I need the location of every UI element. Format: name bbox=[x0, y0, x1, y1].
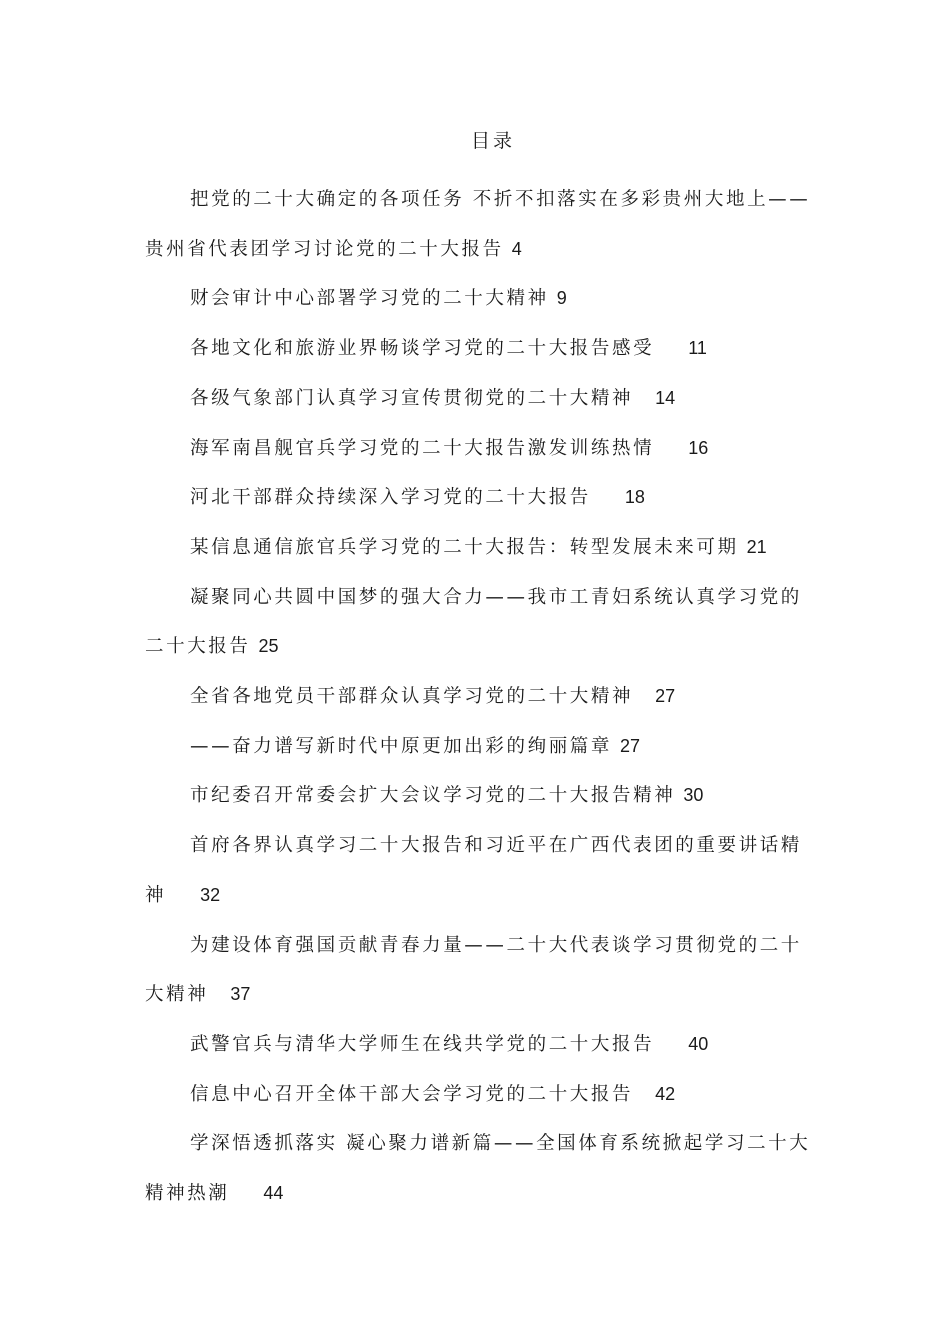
toc-entry-page: 30 bbox=[683, 785, 704, 806]
toc-entry-page: 11 bbox=[688, 338, 707, 359]
toc-entry-page: 14 bbox=[655, 387, 676, 408]
toc-entry-title: 把党的二十大确定的各项任务 不折不扣落实在多彩贵州大地上——贵州省代表团学习讨论党的二十大报告 bbox=[145, 189, 811, 260]
toc-entry-title: 各级气象部门认真学习宣传贯彻党的二十大精神 bbox=[190, 387, 634, 409]
toc-entry[interactable] bbox=[145, 573, 813, 672]
toc-title: 目录 bbox=[470, 130, 515, 152]
toc-entry-title: 为建设体育强国贡献青春力量——二十大代表谈学习贯彻党的二十大精神 bbox=[145, 934, 802, 1006]
toc-entry-title: 全省各地党员干部群众认真学习党的二十大精神 bbox=[190, 686, 634, 708]
toc-entry-page: 21 bbox=[746, 536, 767, 557]
toc-entry[interactable] bbox=[145, 722, 813, 772]
toc-entry-title: 首府各界认真学习二十大报告和习近平在广西代表团的重要讲话精神 bbox=[145, 835, 802, 906]
toc-entry-page: 27 bbox=[620, 735, 641, 756]
toc-entry[interactable] bbox=[145, 374, 813, 424]
toc-entry-page: 37 bbox=[230, 984, 251, 1005]
toc-entry[interactable] bbox=[145, 1070, 813, 1120]
toc-entry[interactable] bbox=[145, 274, 813, 324]
toc-entry-title: 财会审计中心部署学习党的二十大精神 bbox=[190, 288, 549, 310]
toc-entry-title: 武警官兵与清华大学师生在线共学党的二十大报告 bbox=[190, 1033, 655, 1055]
toc-entry[interactable] bbox=[145, 672, 813, 722]
toc-entry[interactable] bbox=[145, 324, 813, 374]
toc-entry-title: 信息中心召开全体干部大会学习党的二十大报告 bbox=[190, 1083, 634, 1105]
toc-entry[interactable] bbox=[145, 424, 813, 474]
toc-entry-page: 25 bbox=[258, 636, 279, 657]
toc-entry-page: 32 bbox=[200, 884, 221, 905]
toc-entry-title: 凝聚同心共圆中国梦的强大合力——我市工青妇系统认真学习党的二十大报告 bbox=[145, 586, 802, 658]
toc-entry-title: 学深悟透抓落实 凝心聚力谱新篇——全国体育系统掀起学习二十大精神热潮 bbox=[145, 1133, 811, 1205]
toc-entry[interactable] bbox=[145, 175, 813, 274]
toc-entry-title: 某信息通信旅官兵学习党的二十大报告：转型发展未来可期 bbox=[190, 536, 739, 558]
toc-entry[interactable] bbox=[145, 771, 813, 821]
toc-entry[interactable] bbox=[145, 473, 813, 523]
toc-entry-page: 27 bbox=[655, 686, 676, 707]
toc-entry-title: ——奋力谱写新时代中原更加出彩的绚丽篇章 bbox=[190, 735, 613, 757]
toc-entry-page: 40 bbox=[688, 1033, 709, 1054]
toc-entry[interactable] bbox=[145, 921, 813, 1020]
toc-entry[interactable] bbox=[145, 1119, 813, 1218]
toc-entry-page: 9 bbox=[556, 288, 567, 309]
toc-entry-page: 44 bbox=[263, 1183, 284, 1204]
toc-entry-page: 16 bbox=[688, 437, 709, 458]
toc-entry-title: 海军南昌舰官兵学习党的二十大报告激发训练热情 bbox=[190, 437, 655, 459]
toc-entry-title: 各地文化和旅游业界畅谈学习党的二十大报告感受 bbox=[190, 338, 655, 360]
toc-entry-page: 42 bbox=[655, 1083, 676, 1104]
table-of-contents bbox=[145, 175, 813, 1219]
toc-entry[interactable] bbox=[145, 821, 813, 920]
toc-entry-title: 河北干部群众持续深入学习党的二十大报告 bbox=[190, 487, 591, 509]
toc-entry-title: 市纪委召开常委会扩大会议学习党的二十大报告精神 bbox=[190, 785, 676, 807]
toc-entry-page: 18 bbox=[624, 487, 645, 508]
toc-entry-page: 4 bbox=[511, 238, 522, 259]
toc-entry[interactable] bbox=[145, 1020, 813, 1070]
toc-entry[interactable] bbox=[145, 523, 813, 573]
